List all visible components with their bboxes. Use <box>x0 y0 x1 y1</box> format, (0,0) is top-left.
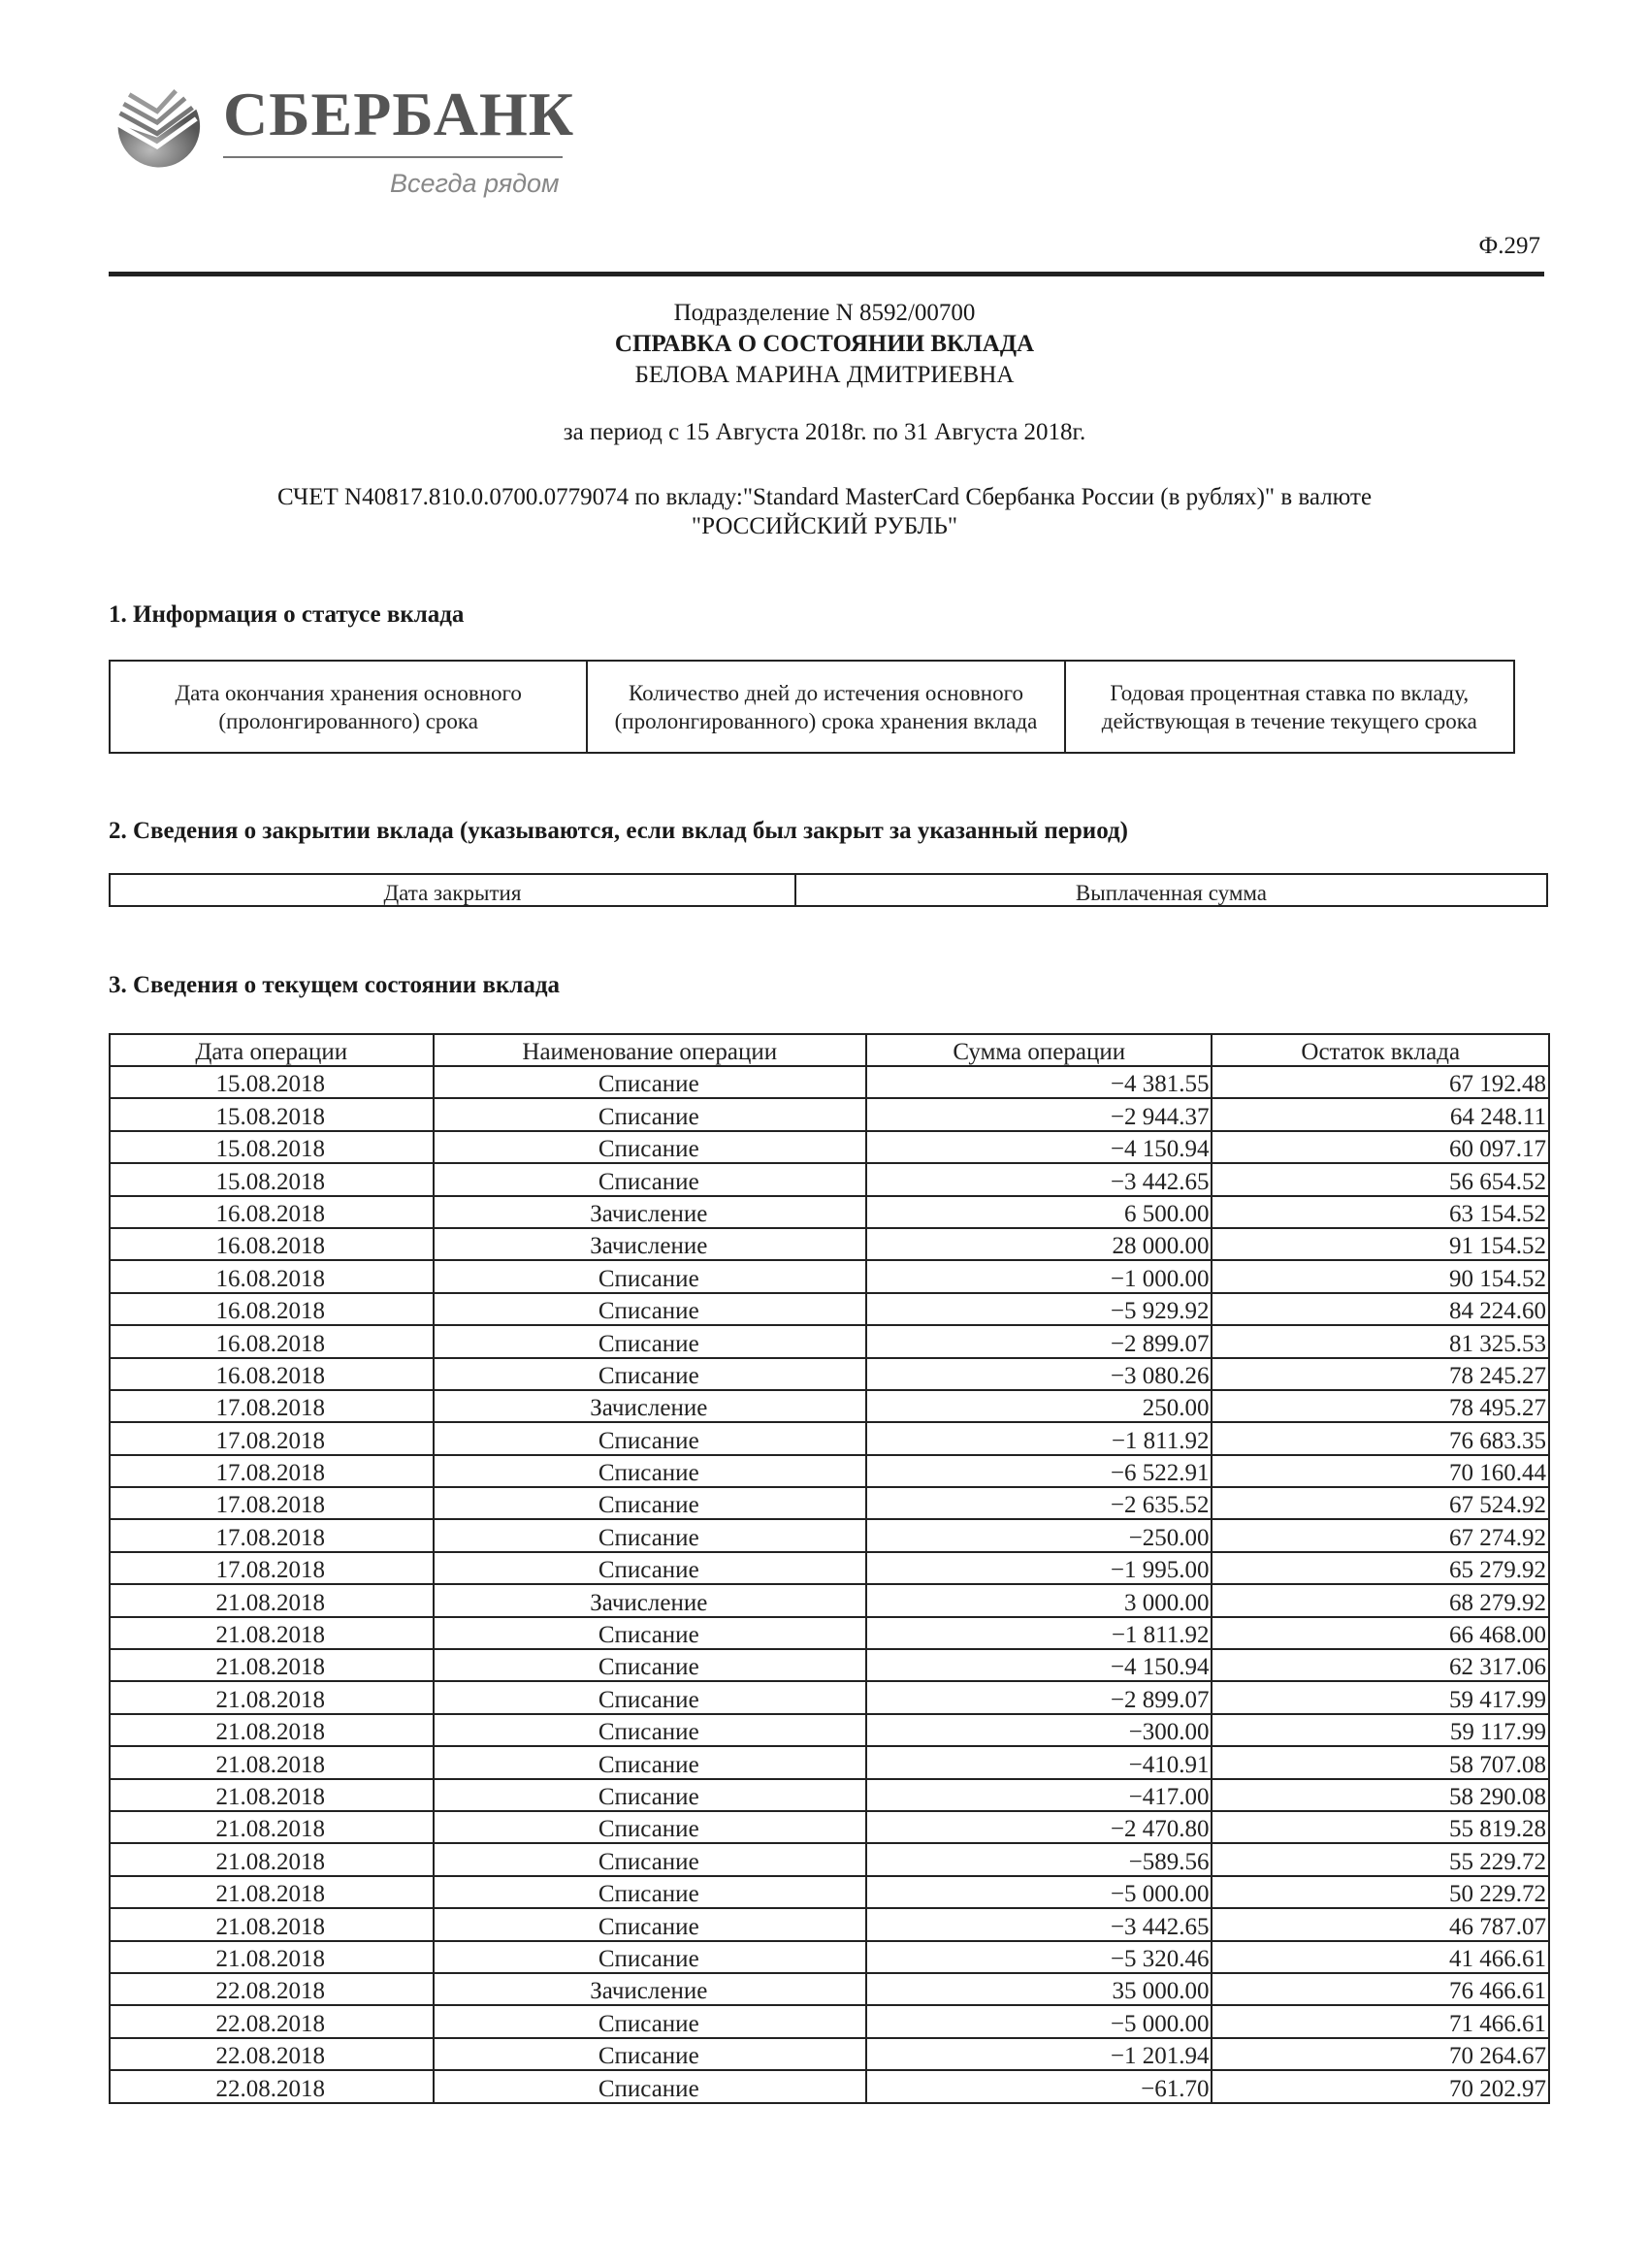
table-row <box>110 1649 1549 1681</box>
operation-amount: −250.00 <box>866 1519 1212 1551</box>
operation-date: 22.08.2018 <box>110 2070 434 2102</box>
table-row <box>110 1714 1549 1746</box>
deposit-balance: 76 683.35 <box>1212 1422 1549 1454</box>
operation-amount: −1 811.92 <box>866 1617 1212 1649</box>
operation-name: Списание <box>434 1779 866 1811</box>
operation-amount: −1 811.92 <box>866 1422 1212 1454</box>
column-header-balance: Остаток вклада <box>1212 1034 1549 1066</box>
operation-amount: 250.00 <box>866 1390 1212 1422</box>
table-header-row <box>110 874 1547 906</box>
operation-name: Списание <box>434 1617 866 1649</box>
table-row <box>110 1681 1549 1713</box>
column-header: Дата окончания хранения основного (пролонгированного) срока <box>110 661 587 753</box>
deposit-balance: 59 117.99 <box>1212 1714 1549 1746</box>
operation-name: Списание <box>434 1649 866 1681</box>
operation-date: 15.08.2018 <box>110 1131 434 1163</box>
operation-amount: −3 442.65 <box>866 1908 1212 1940</box>
section3-heading: 3. Сведения о текущем состоянии вклада <box>109 972 561 998</box>
operation-name: Списание <box>434 2070 866 2102</box>
section1-heading: 1. Информация о статусе вклада <box>109 601 465 628</box>
deposit-status-table <box>109 660 1515 754</box>
deposit-balance: 91 154.52 <box>1212 1228 1549 1260</box>
operation-date: 21.08.2018 <box>110 1746 434 1778</box>
deposit-balance: 41 466.61 <box>1212 1941 1549 1973</box>
operation-amount: 3 000.00 <box>866 1584 1212 1616</box>
operation-date: 21.08.2018 <box>110 1681 434 1713</box>
operation-amount: −4 150.94 <box>866 1131 1212 1163</box>
table-row <box>110 2005 1549 2037</box>
operation-date: 17.08.2018 <box>110 1390 434 1422</box>
table-row <box>110 1390 1549 1422</box>
brand-name: СБЕРБАНК <box>223 80 575 148</box>
operation-date: 21.08.2018 <box>110 1584 434 1616</box>
table-row <box>110 1487 1549 1519</box>
operation-amount: −5 929.92 <box>866 1293 1212 1325</box>
column-header: Годовая процентная ставка по вкладу, действующая в течение текущего срока <box>1065 661 1514 753</box>
operation-name: Списание <box>434 1487 866 1519</box>
operation-date: 15.08.2018 <box>110 1066 434 1098</box>
operation-name: Списание <box>434 1941 866 1973</box>
deposit-balance: 55 229.72 <box>1212 1843 1549 1875</box>
deposit-balance: 78 495.27 <box>1212 1390 1549 1422</box>
deposit-balance: 55 819.28 <box>1212 1811 1549 1843</box>
deposit-balance: 66 468.00 <box>1212 1617 1549 1649</box>
operation-date: 16.08.2018 <box>110 1196 434 1228</box>
operation-amount: −1 995.00 <box>866 1552 1212 1584</box>
operation-date: 17.08.2018 <box>110 1422 434 1454</box>
deposit-balance: 67 192.48 <box>1212 1066 1549 1098</box>
column-header-amount: Сумма операции <box>866 1034 1212 1066</box>
operation-name: Списание <box>434 1293 866 1325</box>
operation-date: 22.08.2018 <box>110 1973 434 2005</box>
operation-amount: −417.00 <box>866 1779 1212 1811</box>
operation-amount: −5 320.46 <box>866 1941 1212 1973</box>
operation-date: 15.08.2018 <box>110 1098 434 1130</box>
table-row <box>110 1066 1549 1098</box>
operation-name: Списание <box>434 1843 866 1875</box>
operation-name: Зачисление <box>434 1973 866 2005</box>
column-header-operation: Наименование операции <box>434 1034 866 1066</box>
deposit-balance: 58 707.08 <box>1212 1746 1549 1778</box>
table-row <box>110 1422 1549 1454</box>
deposit-balance: 78 245.27 <box>1212 1358 1549 1390</box>
operation-name: Списание <box>434 2038 866 2070</box>
table-row <box>110 1746 1549 1778</box>
deposit-balance: 70 160.44 <box>1212 1455 1549 1487</box>
subdivision: Подразделение N 8592/00700 <box>673 300 976 326</box>
header-divider <box>109 272 1544 276</box>
operation-date: 21.08.2018 <box>110 1811 434 1843</box>
table-row <box>110 1876 1549 1908</box>
operation-amount: 35 000.00 <box>866 1973 1212 2005</box>
operation-name: Списание <box>434 1552 866 1584</box>
brand-slogan: Всегда рядом <box>390 169 560 198</box>
operation-date: 21.08.2018 <box>110 1876 434 1908</box>
operation-name: Списание <box>434 1163 866 1195</box>
table-row <box>110 2038 1549 2070</box>
deposit-balance: 63 154.52 <box>1212 1196 1549 1228</box>
table-row <box>110 1519 1549 1551</box>
table-row <box>110 1163 1549 1195</box>
table-header-row <box>110 1034 1549 1066</box>
table-row <box>110 1941 1549 1973</box>
operation-amount: −3 080.26 <box>866 1358 1212 1390</box>
operation-amount: −410.91 <box>866 1746 1212 1778</box>
operation-name: Зачисление <box>434 1390 866 1422</box>
operation-amount: −300.00 <box>866 1714 1212 1746</box>
operation-amount: −2 944.37 <box>866 1098 1212 1130</box>
operation-date: 17.08.2018 <box>110 1455 434 1487</box>
operation-date: 16.08.2018 <box>110 1358 434 1390</box>
deposit-balance: 67 274.92 <box>1212 1519 1549 1551</box>
operation-name: Списание <box>434 1908 866 1940</box>
report-period: за период с 15 Августа 2018г. по 31 Августа 2018г. <box>563 419 1086 445</box>
table-row <box>110 1293 1549 1325</box>
deposit-balance: 70 264.67 <box>1212 2038 1549 2070</box>
table-row <box>110 1260 1549 1292</box>
deposit-balance: 68 279.92 <box>1212 1584 1549 1616</box>
operation-name: Зачисление <box>434 1196 866 1228</box>
column-header-date: Дата операции <box>110 1034 434 1066</box>
operation-name: Списание <box>434 2005 866 2037</box>
operation-amount: −61.70 <box>866 2070 1212 2102</box>
table-row <box>110 1228 1549 1260</box>
operation-name: Зачисление <box>434 1584 866 1616</box>
table-row <box>110 1584 1549 1616</box>
operation-name: Списание <box>434 1714 866 1746</box>
deposit-balance: 62 317.06 <box>1212 1649 1549 1681</box>
account-line: СЧЕТ N40817.810.0.0700.0779074 по вкладу:"Standard MasterCard Сбербанка России (в рублях)" в валюте <box>276 484 1373 510</box>
operation-date: 16.08.2018 <box>110 1228 434 1260</box>
operation-date: 17.08.2018 <box>110 1519 434 1551</box>
deposit-balance: 46 787.07 <box>1212 1908 1549 1940</box>
table-row <box>110 1098 1549 1130</box>
operation-date: 21.08.2018 <box>110 1617 434 1649</box>
table-row <box>110 1973 1549 2005</box>
operation-amount: −5 000.00 <box>866 1876 1212 1908</box>
operation-amount: −2 899.07 <box>866 1681 1212 1713</box>
transactions-body <box>110 1066 1549 2103</box>
table-row <box>110 1617 1549 1649</box>
operation-date: 16.08.2018 <box>110 1325 434 1357</box>
deposit-balance: 65 279.92 <box>1212 1552 1549 1584</box>
table-row <box>110 1131 1549 1163</box>
operation-amount: −589.56 <box>866 1843 1212 1875</box>
operation-date: 21.08.2018 <box>110 1649 434 1681</box>
operation-name: Списание <box>434 1811 866 1843</box>
operation-date: 16.08.2018 <box>110 1260 434 1292</box>
operation-name: Списание <box>434 1098 866 1130</box>
deposit-balance: 67 524.92 <box>1212 1487 1549 1519</box>
sberbank-logo-icon <box>111 81 204 175</box>
operation-name: Списание <box>434 1260 866 1292</box>
column-header: Количество дней до истечения основного (пролонгированного) срока хранения вклада <box>587 661 1064 753</box>
operation-name: Списание <box>434 1131 866 1163</box>
deposit-balance: 81 325.53 <box>1212 1325 1549 1357</box>
table-row <box>110 1843 1549 1875</box>
operation-name: Зачисление <box>434 1228 866 1260</box>
table-row <box>110 1358 1549 1390</box>
operation-amount: −5 000.00 <box>866 2005 1212 2037</box>
table-row <box>110 1908 1549 1940</box>
operation-date: 17.08.2018 <box>110 1487 434 1519</box>
deposit-balance: 70 202.97 <box>1212 2070 1549 2102</box>
operation-amount: −6 522.91 <box>866 1455 1212 1487</box>
table-header-row <box>110 661 1514 753</box>
column-header: Выплаченная сумма <box>795 874 1547 906</box>
operation-name: Списание <box>434 1681 866 1713</box>
table-row <box>110 1779 1549 1811</box>
operation-amount: −1 000.00 <box>866 1260 1212 1292</box>
operation-name: Списание <box>434 1519 866 1551</box>
operation-name: Списание <box>434 1422 866 1454</box>
table-row <box>110 1325 1549 1357</box>
section2-heading: 2. Сведения о закрытии вклада (указываются, если вклад был закрыт за указанный период) <box>109 818 1128 844</box>
operation-date: 22.08.2018 <box>110 2038 434 2070</box>
operation-name: Списание <box>434 1358 866 1390</box>
operation-name: Списание <box>434 1066 866 1098</box>
operation-date: 21.08.2018 <box>110 1908 434 1940</box>
table-row <box>110 1552 1549 1584</box>
brand-underline <box>223 156 563 158</box>
operation-amount: −2 470.80 <box>866 1811 1212 1843</box>
table-row <box>110 1811 1549 1843</box>
operation-amount: 28 000.00 <box>866 1228 1212 1260</box>
operation-date: 22.08.2018 <box>110 2005 434 2037</box>
deposit-balance: 58 290.08 <box>1212 1779 1549 1811</box>
deposit-balance: 56 654.52 <box>1212 1163 1549 1195</box>
account-holder: БЕЛОВА МАРИНА ДМИТРИЕВНА <box>634 362 1015 388</box>
operation-name: Списание <box>434 1325 866 1357</box>
table-row <box>110 1196 1549 1228</box>
operation-amount: −1 201.94 <box>866 2038 1212 2070</box>
document-title: СПРАВКА О СОСТОЯНИИ ВКЛАДА <box>614 331 1035 357</box>
deposit-balance: 50 229.72 <box>1212 1876 1549 1908</box>
operation-date: 21.08.2018 <box>110 1714 434 1746</box>
operation-name: Списание <box>434 1455 866 1487</box>
operation-amount: −4 150.94 <box>866 1649 1212 1681</box>
form-number: Ф.297 <box>1478 233 1540 259</box>
transactions-table <box>109 1033 1550 2104</box>
operation-amount: −2 899.07 <box>866 1325 1212 1357</box>
operation-date: 21.08.2018 <box>110 1843 434 1875</box>
deposit-balance: 71 466.61 <box>1212 2005 1549 2037</box>
table-row <box>110 1455 1549 1487</box>
operation-amount: 6 500.00 <box>866 1196 1212 1228</box>
operation-amount: −4 381.55 <box>866 1066 1212 1098</box>
table-row <box>110 2070 1549 2102</box>
sberbank-logo <box>109 76 574 202</box>
operation-date: 15.08.2018 <box>110 1163 434 1195</box>
operation-date: 21.08.2018 <box>110 1941 434 1973</box>
deposit-balance: 84 224.60 <box>1212 1293 1549 1325</box>
deposit-balance: 60 097.17 <box>1212 1131 1549 1163</box>
operation-name: Списание <box>434 1876 866 1908</box>
deposit-balance: 59 417.99 <box>1212 1681 1549 1713</box>
operation-amount: −2 635.52 <box>866 1487 1212 1519</box>
deposit-closure-table <box>109 873 1548 907</box>
operation-name: Списание <box>434 1746 866 1778</box>
deposit-balance: 64 248.11 <box>1212 1098 1549 1130</box>
column-header: Дата закрытия <box>110 874 795 906</box>
operation-date: 17.08.2018 <box>110 1552 434 1584</box>
operation-date: 16.08.2018 <box>110 1293 434 1325</box>
currency-line: "РОССИЙСКИЙ РУБЛЬ" <box>691 513 958 539</box>
operation-amount: −3 442.65 <box>866 1163 1212 1195</box>
deposit-balance: 90 154.52 <box>1212 1260 1549 1292</box>
operation-date: 21.08.2018 <box>110 1779 434 1811</box>
deposit-balance: 76 466.61 <box>1212 1973 1549 2005</box>
